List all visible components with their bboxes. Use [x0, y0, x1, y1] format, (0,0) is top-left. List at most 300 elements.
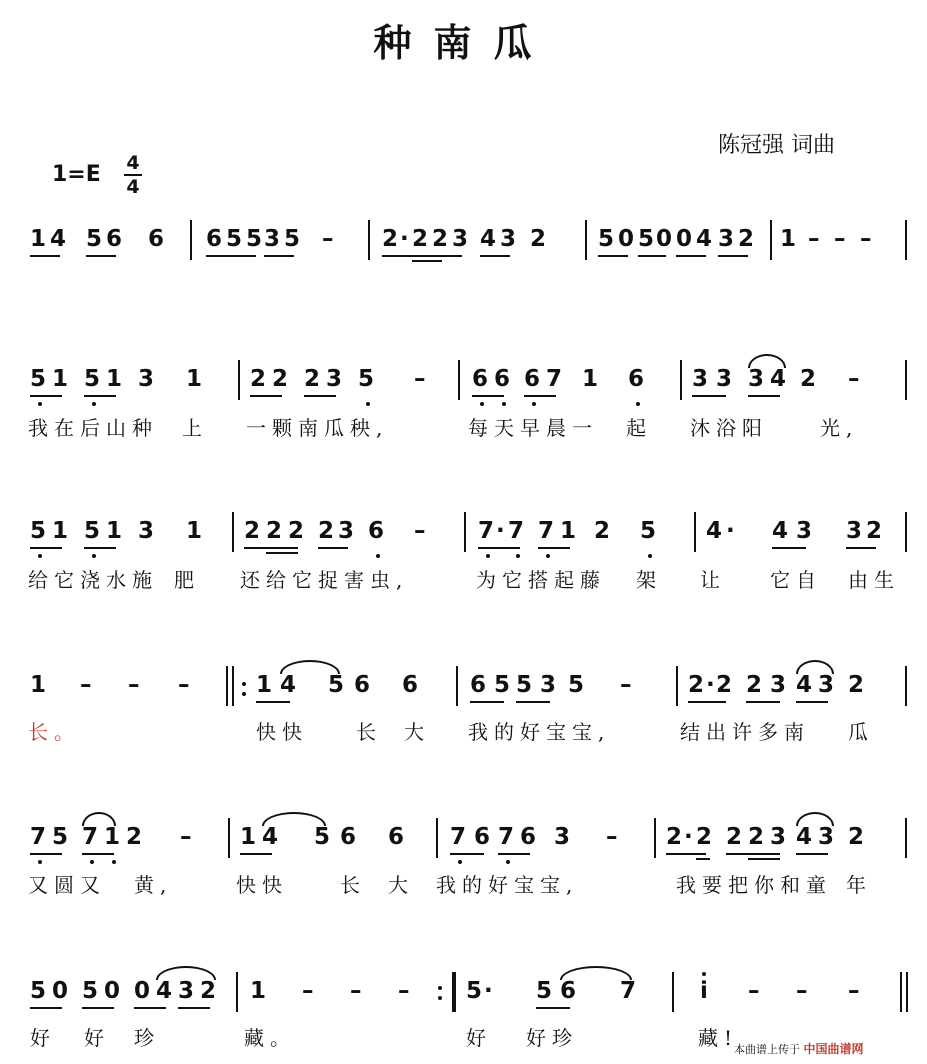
- barline: [905, 818, 907, 858]
- key-signature: [52, 162, 101, 187]
- note: 5: [358, 366, 375, 392]
- slur: [156, 966, 216, 980]
- lyric-line: 长: [356, 720, 382, 744]
- beam: [134, 1007, 166, 1009]
- lyric-line: 藏。: [244, 1026, 296, 1050]
- note: 5: [246, 226, 263, 252]
- note: –: [80, 672, 92, 698]
- note: 4: [480, 226, 497, 252]
- note: 5: [82, 978, 99, 1004]
- lyric-line: 它自: [770, 568, 822, 592]
- note: 6: [474, 824, 491, 850]
- barline: [232, 512, 234, 552]
- beam: [30, 255, 60, 257]
- octave-dot-low: [486, 554, 490, 558]
- octave-dot-low: [376, 554, 380, 558]
- note: 2: [594, 518, 611, 544]
- note: 7: [546, 366, 563, 392]
- note: 6: [524, 366, 541, 392]
- note: ·: [496, 518, 505, 544]
- note: 2: [200, 978, 217, 1004]
- beam: [676, 255, 706, 257]
- barline: [190, 220, 192, 260]
- beam: [178, 1007, 210, 1009]
- note: 7: [450, 824, 467, 850]
- note: 5: [568, 672, 585, 698]
- note: 2: [748, 824, 765, 850]
- footer-text: 本曲谱上传于: [734, 1043, 800, 1056]
- barline: [458, 360, 460, 400]
- beam: [30, 547, 62, 549]
- lyric-line: 我的好宝宝,: [436, 873, 579, 897]
- barline: [694, 512, 696, 552]
- lyric-line: 珍: [134, 1026, 160, 1050]
- lyric-line: 起: [626, 416, 652, 440]
- note: 3: [338, 518, 355, 544]
- note: 2: [318, 518, 335, 544]
- barline: [680, 360, 682, 400]
- lyric-line: 快快: [256, 720, 308, 744]
- note: 5: [52, 824, 69, 850]
- note: 7: [30, 824, 47, 850]
- note: ·: [684, 824, 693, 850]
- note: 3: [452, 226, 469, 252]
- barline: [905, 666, 907, 706]
- note: 5: [328, 672, 345, 698]
- barline: [464, 512, 466, 552]
- note: 1: [30, 672, 47, 698]
- note: 6: [472, 366, 489, 392]
- slur: [796, 812, 834, 826]
- note: 6: [206, 226, 223, 252]
- repeat-dot: [438, 996, 442, 1000]
- barline: [672, 972, 674, 1012]
- beam-double: [696, 858, 710, 860]
- note: 1: [30, 226, 47, 252]
- lyric-line: 结出许多南: [680, 720, 810, 744]
- note: 3: [748, 366, 765, 392]
- lyric-line: 我在后山种: [28, 416, 158, 440]
- beam: [718, 255, 748, 257]
- note: 1: [780, 226, 797, 252]
- beam: [726, 853, 758, 855]
- note: 6: [470, 672, 487, 698]
- note: 2: [250, 366, 267, 392]
- beam: [538, 547, 570, 549]
- note: 1: [250, 978, 267, 1004]
- lyric-line: 长: [340, 873, 366, 897]
- note: ·: [400, 226, 409, 252]
- octave-dot-low: [92, 554, 96, 558]
- note: 3: [554, 824, 571, 850]
- note: 3: [716, 366, 733, 392]
- note: ·: [706, 672, 715, 698]
- note: 4: [262, 824, 279, 850]
- beam: [244, 547, 276, 549]
- note: 1: [52, 366, 69, 392]
- note: 5: [314, 824, 331, 850]
- note: 1: [256, 672, 273, 698]
- barline: [436, 818, 438, 858]
- octave-dot-low: [480, 402, 484, 406]
- beam: [480, 255, 510, 257]
- note: 1: [106, 366, 123, 392]
- note: 7: [498, 824, 515, 850]
- note: 6: [520, 824, 537, 850]
- beam: [318, 547, 348, 549]
- note: 2: [848, 824, 865, 850]
- note: 6: [106, 226, 123, 252]
- beam-double: [748, 858, 780, 860]
- lyric-line: 好: [466, 1026, 492, 1050]
- beam: [692, 395, 726, 397]
- key-text: 1=E: [52, 162, 101, 187]
- note: –: [748, 978, 760, 1004]
- note: 4: [770, 366, 787, 392]
- beam: [846, 547, 876, 549]
- note: 4: [280, 672, 297, 698]
- beam: [30, 1007, 62, 1009]
- barline-thick: [452, 972, 454, 1012]
- meter-top: 4: [126, 152, 140, 174]
- barline: [900, 972, 902, 1012]
- octave-dot-low: [458, 860, 462, 864]
- note: 7: [478, 518, 495, 544]
- barline: [905, 360, 907, 400]
- lyric-line: 一颗南瓜秧,: [246, 416, 389, 440]
- slur: [748, 354, 786, 368]
- lyric-line: 长。: [28, 720, 80, 744]
- note: 6: [354, 672, 371, 698]
- note: 2: [244, 518, 261, 544]
- note: 1: [186, 518, 203, 544]
- note: –: [322, 226, 334, 252]
- note: 4: [796, 824, 813, 850]
- lyric-line: 又圆又: [28, 873, 106, 897]
- note: 2: [800, 366, 817, 392]
- note: 3: [718, 226, 735, 252]
- beam: [746, 701, 780, 703]
- note: ·: [726, 518, 735, 544]
- octave-dot-low: [636, 402, 640, 406]
- beam: [516, 701, 550, 703]
- octave-dot-low: [648, 554, 652, 558]
- lyric-line: 上: [182, 416, 208, 440]
- time-signature: [120, 152, 146, 198]
- beam: [470, 701, 504, 703]
- note: –: [860, 226, 872, 252]
- note: 3: [138, 366, 155, 392]
- barline-thick: [232, 666, 234, 706]
- lyric-line: 好珍: [526, 1026, 578, 1050]
- note: 7: [508, 518, 525, 544]
- beam: [772, 547, 806, 549]
- note: 5: [86, 226, 103, 252]
- beam: [266, 547, 298, 549]
- note: 3: [846, 518, 863, 544]
- note: 5: [84, 518, 101, 544]
- note: 2: [746, 672, 763, 698]
- beam: [250, 395, 282, 397]
- beam: [82, 1007, 114, 1009]
- beam: [638, 255, 666, 257]
- lyric-line: 好: [30, 1026, 56, 1050]
- lyric-line: 快快: [236, 873, 288, 897]
- octave-dot-high: [702, 972, 706, 976]
- slur: [796, 660, 834, 674]
- note: ·: [484, 978, 493, 1004]
- beam: [264, 255, 294, 257]
- beam: [82, 853, 114, 855]
- note: 6: [368, 518, 385, 544]
- note: 3: [818, 824, 835, 850]
- note: 2: [304, 366, 321, 392]
- meter-bottom: 4: [126, 176, 140, 198]
- beam: [432, 255, 462, 257]
- note: 1: [186, 366, 203, 392]
- barline: [585, 220, 587, 260]
- barline: [236, 972, 238, 1012]
- note: 0: [134, 978, 151, 1004]
- lyric-line: 还给它捉害虫,: [240, 568, 409, 592]
- note: 4: [796, 672, 813, 698]
- beam: [382, 255, 442, 257]
- repeat-dot: [438, 986, 442, 990]
- note: 5: [226, 226, 243, 252]
- lyric-line: 我的好宝宝,: [468, 720, 611, 744]
- note: 7: [82, 824, 99, 850]
- barline: [238, 360, 240, 400]
- note: 4: [156, 978, 173, 1004]
- note: 7: [620, 978, 637, 1004]
- note: –: [620, 672, 632, 698]
- octave-dot-low: [546, 554, 550, 558]
- lyric-line: 黄,: [134, 873, 173, 897]
- note: 1: [240, 824, 257, 850]
- barline: [454, 972, 456, 1012]
- note: –: [848, 366, 860, 392]
- note: 5: [638, 226, 655, 252]
- footer-credit: [734, 1040, 864, 1057]
- lyric-line: 大: [388, 873, 414, 897]
- beam: [748, 395, 780, 397]
- lyric-line: 由生: [848, 568, 900, 592]
- barline: [770, 220, 772, 260]
- beam: [598, 255, 628, 257]
- note: 2: [272, 366, 289, 392]
- beam: [240, 853, 272, 855]
- note: 6: [560, 978, 577, 1004]
- barline: [676, 666, 678, 706]
- octave-dot-low: [90, 860, 94, 864]
- note: 5: [494, 672, 511, 698]
- note: 6: [340, 824, 357, 850]
- lyric-line: 大: [404, 720, 430, 744]
- note: 1: [106, 518, 123, 544]
- note: 5: [30, 366, 47, 392]
- beam: [478, 547, 520, 549]
- lyric-line: 架: [636, 568, 662, 592]
- note: 1: [52, 518, 69, 544]
- note: 2: [738, 226, 755, 252]
- note: 2: [666, 824, 683, 850]
- beam-double: [412, 260, 442, 262]
- barline: [368, 220, 370, 260]
- lyric-line: 给它浇水施: [28, 568, 158, 592]
- note: 2: [412, 226, 429, 252]
- note: 4: [50, 226, 67, 252]
- note: 2: [382, 226, 399, 252]
- note: 5: [466, 978, 483, 1004]
- note: 2: [432, 226, 449, 252]
- note: 3: [178, 978, 195, 1004]
- lyric-line: 瓜: [848, 720, 874, 744]
- lyric-line: 肥: [174, 568, 200, 592]
- note: 3: [326, 366, 343, 392]
- lyric-line: 让: [700, 568, 726, 592]
- note: 2: [716, 672, 733, 698]
- beam: [666, 853, 706, 855]
- beam: [748, 853, 780, 855]
- note: –: [808, 226, 820, 252]
- note: –: [414, 518, 426, 544]
- note: 3: [264, 226, 281, 252]
- lyric-line: 为它搭起藤: [476, 568, 606, 592]
- beam: [84, 395, 116, 397]
- octave-dot-low: [38, 402, 42, 406]
- note: 1: [560, 518, 577, 544]
- beam: [450, 853, 484, 855]
- beam-double: [266, 552, 298, 554]
- barline: [654, 818, 656, 858]
- lyric-line: 藏!: [698, 1026, 739, 1050]
- beam: [796, 701, 828, 703]
- note: 2: [688, 672, 705, 698]
- note: 4: [696, 226, 713, 252]
- slur: [280, 660, 340, 674]
- note: 4: [772, 518, 789, 544]
- beam: [498, 853, 530, 855]
- repeat-dot: [242, 692, 246, 696]
- note: 1: [582, 366, 599, 392]
- note: 6: [494, 366, 511, 392]
- note: 0: [52, 978, 69, 1004]
- octave-dot-low: [532, 402, 536, 406]
- note: i: [700, 978, 708, 1004]
- octave-dot-low: [366, 402, 370, 406]
- note: –: [128, 672, 140, 698]
- beam: [30, 395, 62, 397]
- note: 2: [726, 824, 743, 850]
- barline: [905, 512, 907, 552]
- note: 3: [796, 518, 813, 544]
- note: 5: [84, 366, 101, 392]
- note: 0: [618, 226, 635, 252]
- octave-dot-low: [38, 554, 42, 558]
- octave-dot-low: [92, 402, 96, 406]
- note: –: [180, 824, 192, 850]
- note: 7: [538, 518, 555, 544]
- note: –: [350, 978, 362, 1004]
- note: 5: [640, 518, 657, 544]
- note: 6: [402, 672, 419, 698]
- note: 5: [516, 672, 533, 698]
- note: 3: [818, 672, 835, 698]
- note: 3: [138, 518, 155, 544]
- barline: [228, 818, 230, 858]
- note: 3: [770, 672, 787, 698]
- beam: [304, 395, 336, 397]
- note: 0: [656, 226, 673, 252]
- lyric-line: 每天早晨一: [468, 416, 598, 440]
- lyric-line: 好: [84, 1026, 110, 1050]
- beam: [796, 853, 828, 855]
- lyric-line: 光,: [820, 416, 859, 440]
- beam: [536, 1007, 570, 1009]
- note: 1: [104, 824, 121, 850]
- note: –: [302, 978, 314, 1004]
- author-credit: 陈冠强 词曲: [718, 133, 835, 158]
- slur: [262, 812, 326, 826]
- note: 5: [30, 978, 47, 1004]
- slur: [560, 966, 632, 980]
- note: 2: [696, 824, 713, 850]
- octave-dot-low: [506, 860, 510, 864]
- note: –: [178, 672, 190, 698]
- octave-dot-low: [38, 860, 42, 864]
- beam: [30, 853, 62, 855]
- lyric-line: 我要把你和童: [676, 873, 832, 897]
- note: 2: [266, 518, 283, 544]
- note: 5: [284, 226, 301, 252]
- note: 3: [540, 672, 557, 698]
- note: 6: [148, 226, 165, 252]
- song-title: 种南瓜: [373, 20, 554, 65]
- note: 2: [530, 226, 547, 252]
- note: 3: [692, 366, 709, 392]
- beam: [472, 395, 504, 397]
- note: 2: [848, 672, 865, 698]
- note: 0: [104, 978, 121, 1004]
- beam: [86, 255, 116, 257]
- lyric-line: 沐浴阳: [690, 416, 768, 440]
- note: –: [398, 978, 410, 1004]
- note: 3: [770, 824, 787, 850]
- barline: [905, 220, 907, 260]
- note: –: [606, 824, 618, 850]
- note: –: [414, 366, 426, 392]
- note: 0: [676, 226, 693, 252]
- beam: [256, 701, 290, 703]
- beam: [524, 395, 556, 397]
- octave-dot-low: [502, 402, 506, 406]
- repeat-dot: [242, 682, 246, 686]
- beam: [688, 701, 726, 703]
- note: 2: [288, 518, 305, 544]
- note: 6: [628, 366, 645, 392]
- note: –: [796, 978, 808, 1004]
- note: –: [834, 226, 846, 252]
- note: 3: [500, 226, 517, 252]
- note: 5: [598, 226, 615, 252]
- site-logo: 中国曲谱网: [803, 1042, 864, 1056]
- note: 2: [126, 824, 143, 850]
- beam: [206, 255, 256, 257]
- note: 5: [536, 978, 553, 1004]
- note: –: [848, 978, 860, 1004]
- note: 2: [866, 518, 883, 544]
- octave-dot-low: [516, 554, 520, 558]
